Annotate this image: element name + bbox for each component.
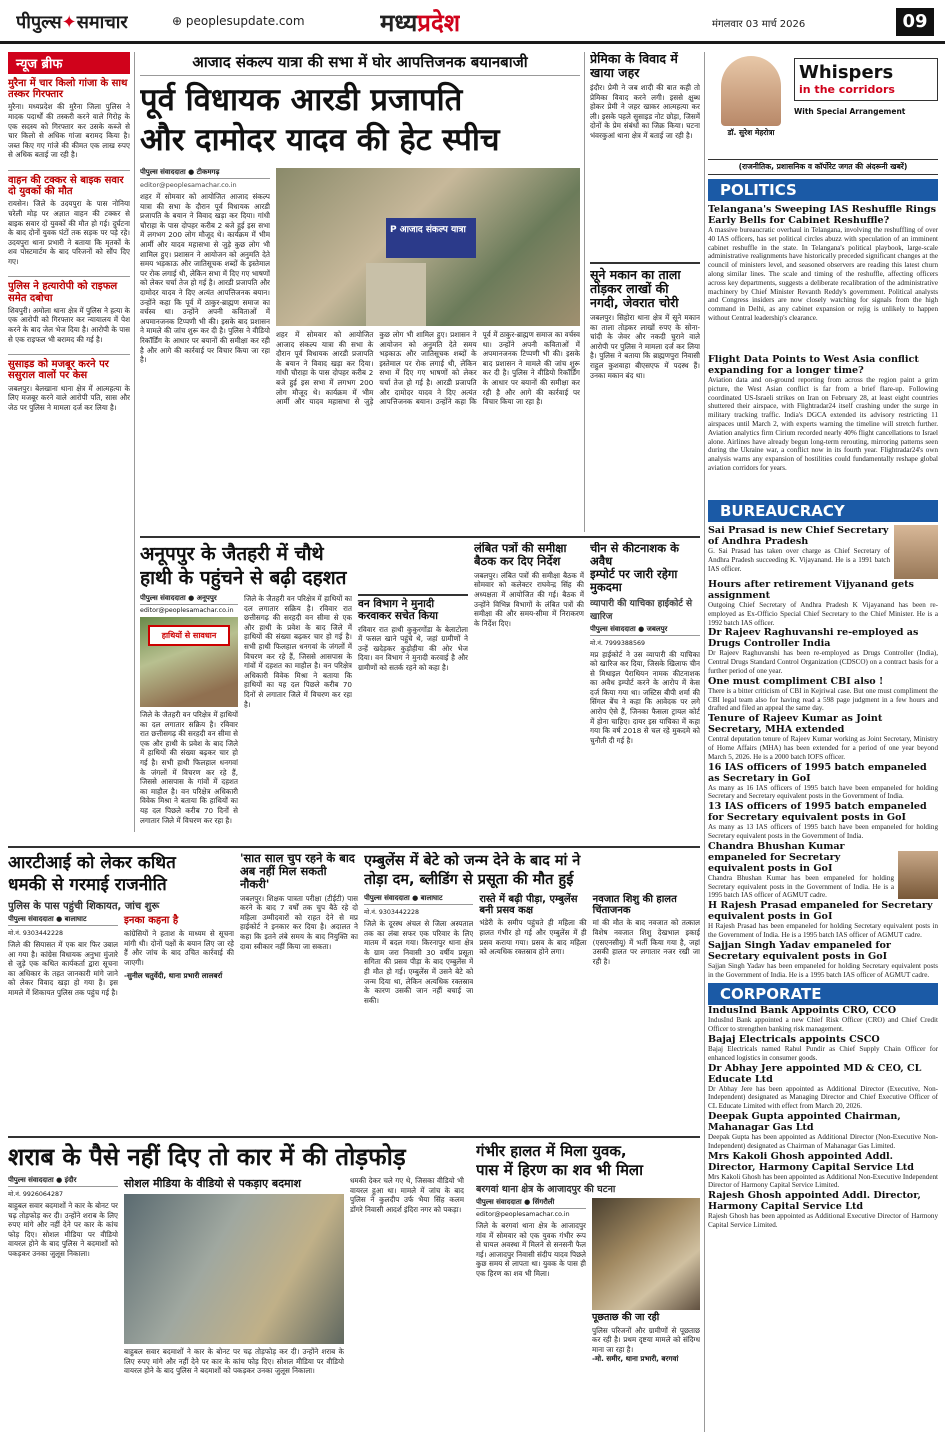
corporate-item: Deepak Gupta appointed Chairman, Mahanagar Gas Ltd Deepak Gupta has been appointed as Additional Director (Non-Executive Non-Independent) designated as Chairman of Mahanagar Gas Limited. (708, 1110, 938, 1150)
lead-photo-banner: P आजाद संकल्प यात्रा (386, 218, 476, 258)
hiran-subhead: बरगवां थाना क्षेत्र के आजादपुर की घटना (476, 1184, 616, 1195)
column-rule (134, 52, 135, 832)
corporate-item: Bajaj Electricals appoints CSCO Bajaj Electricals named Rahul Pundir as Chief Supply Chain Officer for enhanced logistics in consumer goods. (708, 1033, 938, 1062)
rti-headline-1: आरटीआई को लेकर कथित (8, 853, 176, 873)
corporate-item: Rajesh Ghosh appointed Addl. Director, Harmony Capital Service Ltd Rajesh Ghosh has been appointed as Additional Executive Director of Harmony Capital Service Limited. (708, 1190, 938, 1229)
premika-headline: प्रेमिका के विवाद में खाया जहर (590, 52, 678, 80)
whispers-column (708, 52, 938, 1432)
website-url[interactable]: ⊕ peoplesupdate.com (172, 14, 305, 28)
lambit-body: जबलपुर। लंबित पत्रों की समीक्षा बैठक में सोमवार को कलेक्टर राघवेन्द्र सिंह की अध्यक्षता में आयोजित की गई। बैठक में उन्होंने विभिन्न विभागों के लंबित पत्रों की समीक्षा की और समय-सीमा में निराकरण के निर्देश दिए। (474, 570, 584, 628)
sharab-headline: शराब के पैसे नहीं दिए तो कार में की तोड़फोड़ (8, 1143, 406, 1171)
lead-headline-line-1: पूर्व विधायक आरडी प्रजापति (140, 82, 463, 118)
whispers-title: Whispers (799, 62, 894, 83)
quote-head: इनका कहना है (124, 915, 179, 926)
rti-headline-2: धमकी से गरमाई राजनीति (8, 875, 167, 895)
hiran-caption: पूछताछ की जा रही (592, 1312, 660, 1323)
bureaucracy-head: BUREAUCRACY (708, 500, 938, 522)
lambit-story (474, 542, 584, 842)
ambulance-headline-2: तोड़ा दम, ब्लीडिंग से प्रसूता की मौत हुई (364, 872, 574, 888)
globe-icon: ⊕ (172, 14, 186, 28)
ambulance-headline-1: एम्बुलेंस में बेटे को जन्म देने के बाद मां ने (364, 853, 581, 869)
corporate-item: IndusInd Bank Appoints CRO, CCO IndusInd Bank appointed a new Chief Risk Officer (CRO) and Chief Credit Officer to strengthen banking risk management. (708, 1005, 938, 1034)
corporate-item: Mrs Kakoli Ghosh appointed Addl. Director, Harmony Capital Service Ltd Mrs Kakoli Ghosh has been appointed as Additional Non-Executive Independent Director of Harmony Capital Service Limited. (708, 1150, 938, 1190)
section-title: मध्यप्रदेश (380, 9, 461, 37)
rti-quote: कांग्रेसियों ने हताश के माध्यम से सूचना मांगी थी। दोनों पक्षों के बयान लिए जा रहे हैं और जांच के बाद उचित कार्रवाई की जाएगी। (124, 929, 234, 967)
bureaucracy-item: Sajjan Singh Yadav empaneled for Secretary equivalent posts in GoI Sajjan Singh Yadav has been empaneled for holding Secretary equivalent posts in the Government of India. He is a 1995 batch IAS officer of AGMUT cadre. (708, 939, 938, 979)
section-rule (8, 846, 700, 848)
corporate-item: Dr Abhay Jere appointed MD & CEO, CL Educate Ltd Dr Abhay Jere has been appointed as Additional Director (Executive, Non-Independent) designated as Managing Director and Chief Executive Officer of CL Educate Limited with effect from March 20, 2026. (708, 1062, 938, 1111)
bureaucracy-item: Hours after retirement Vijyanand gets assignment Outgoing Chief Secretary of Andhra Pradesh K Vijayanand has been re-employed as Ex-Officio Special Chief Secretary to the Chief Minister. He is a 1992 batch IAS officer. (708, 579, 938, 627)
bureaucracy-item: One must compliment CBI also ! There is a bitter criticism of CBI in Kejriwal case. But one must compliment the CBI legal team also for having read a 598 page judgment in a few hours and drafted and filed an appeal the same day. (708, 675, 938, 713)
hiran-headline-2: पास में हिरण का शव भी मिला (476, 1161, 643, 1179)
sharab-story: शराब के पैसे नहीं दिए तो कार में की तोड़फोड़ पीपुल्स संवाददाता ● इंदौर मो.नं. 9926064287 बाहुबल सवार बदमाशों ने कार के बोनट पर चढ़ तोड़फोड़ कर दी। उन्होंने शराब के लिए रुपए मांगे और नहीं देने पर कार के कांच फोड़ दिए। सोशल मीडिया पर वीडियो वायरल होने के बाद पुलिस ने बदमाशों को पकड़कर उनका जुलूस निकाला। सोशल मीडिया के वीडियो से पकड़ाए बदमाश बाहुबल सवार बदमाशों ने कार के बोनट पर चढ़ तोड़फोड़ कर दी। उन्होंने शराब के लिए रुपए मांगे और नहीं देने पर कार के कांच फोड़ दिए। सोशल मीडिया पर वीडियो वायरल होने के बाद पुलिस ने बदमाशों को पकड़कर उनका जुलूस निकाला। धमकी देकर चले गए थे, जिसका वीडियो भी वायरल हुआ था। मामले में जांच के बाद पुलिस ने कुलदीप उर्फ भैया सिंह कलम डोंगरे निवासी आदर्श इंदिरा नगर को पकड़ा। (8, 1142, 470, 1432)
author-name: डॉ. सुरेश मेहरोत्रा (727, 128, 775, 137)
lead-body-continued: शहर में सोमवार को आयोजित आजाद संकल्प यात्रा की सभा के दौरान पूर्व विधायक आरडी प्रजापति के बयान ने विवाद खड़ा कर दिया। गांधी चौराहा के पास दोपहर करीब 2 बजे हुई इस सभा में लगभग 200 लोग मौजूद थे। कार्यक्रम में भीम आर्मी और यादव महासभा से जुड़े कुछ लोग भी शामिल हुए। प्रशासन ने आयोजन को अनुमति देते समय भड़काऊ और जातिसूचक शब्दों के इस्तेमाल पर रोक लगाई थी, लेकिन सभा में दिए गए भाषणों को लेकर चर्चा तेज हो गई है। आरडी प्रजापति और दामोदर यादव ने दिए अत्यंत आपत्तिजनक बयान। उन्होंने कहा कि पूर्व में ठाकुर-ब्राह्मण समाज का वर्चस्व था। उन्होंने अपनी कविताओं में अपमानजनक टिप्पणी भी की। इसके बाद प्रशासन ने मामले की जांच शुरू कर दी है। पुलिस ने वीडियो रिकॉर्डिंग के आधार पर बयानों की समीक्षा कर रही है और आगे की कार्रवाई पर विचार किया जा रहा है। (276, 330, 580, 407)
politics-item: Flight Data Points to West Asia conflict expanding for a longer time? Aviation data and on-ground reporting from across the region paint a grim picture, the West Asian conflict is far from a brief flare-up. Following coordinated US-Israeli strikes on Iran on February 28, at least eight countries shuttered their airspace, with Flightradar24 itself crashing under the surge in military tracking traffic. India's DGCA extended its advisory restricting 11 airspaces until March 2, with experts warning the timeline will stretch further. Aviation analytics firm Cirium recorded nearly 40% flight cancellations to Israel alone. Airlines have already begun long-term rerouting, mirroring patterns seen during the Ukraine war, a conflict now in its fourth year. Flightradar24's own analysis warns any expansion of hostilities could fundamentally reshape global aviation corridors for years. (708, 354, 938, 472)
sharab-photo (124, 1194, 344, 1344)
section-rule (140, 536, 700, 538)
side-column-stories (590, 52, 700, 532)
anuppur-email[interactable]: editor@peoplesamachar.co.in (140, 607, 234, 614)
anuppur-body: जिले के जैतहरी वन परिक्षेत्र में हाथियों का दल लगातार सक्रिय है। रविवार रात छत्तीसगढ़ की सरहदी वन सीमा से एक और हाथी के प्रवेश के बाद जिले में हाथियों की संख्या बढ़कर चार हो गई है। सभी हाथी फिलहाल धनगवां के जंगलों में विचरण कर रहे हैं, जिससे आसपास के गांवों में दहशत का माहौल है। वन परिक्षेत्र अधिकारी विवेक मिश्रा ने बताया कि हाथियों का यह दल पिछले करीब 70 दिनों से लगातार जिले में विचरण कर रहा है। (244, 594, 352, 709)
saat-story (240, 852, 358, 1132)
sharab-body: बाहुबल सवार बदमाशों ने कार के बोनट पर चढ़ तोड़फोड़ कर दी। उन्होंने शराब के लिए रुपए मांगे और नहीं देने पर कार के कांच फोड़ दिए। सोशल मीडिया पर वीडियो वायरल होने के बाद पुलिस ने बदमाशों को पकड़कर उनका जुलूस निकाला। (8, 1201, 118, 1258)
column-rule (704, 52, 705, 1432)
ambulance-body: जिले के दूरस्थ अंचल से जिला अस्पताल तक का लंबा सफर एक परिवार के लिए मातम में बदल गया। किरनापुर थाना क्षेत्र के ग्राम जरा निवासी 30 वर्षीय प्रसूता सगिता की प्रसव पीड़ा के बाद एम्बुलेंस में ही मौत हो गई। एम्बुलेंस में उसने बेटे को जन्म दिया था, लेकिन अत्यधिक रक्तस्राव के कारण उसकी जान नहीं बचाई जा सकी। (364, 919, 474, 1005)
ambulance-story: एम्बुलेंस में बेटे को जन्म देने के बाद मां ने तोड़ा दम, ब्लीडिंग से प्रसूता की मौत हुई पीपुल्स संवाददाता ● बालाघाट मो.नं. 9303442228 जिले के दूरस्थ अंचल से जिला अस्पताल तक का लंबा सफर एक परिवार के लिए मातम में बदल गया। किरनापुर थाना क्षेत्र के ग्राम जरा निवासी 30 वर्षीय प्रसूता सगिता की प्रसव पीड़ा के बाद एम्बुलेंस में ही मौत हो गई। एम्बुलेंस में उसने बेटे को जन्म दिया था, लेकिन अत्यधिक रक्तस्राव के कारण उसकी जान नहीं बचाई जा सकी। रास्ते में बढ़ी पीड़ा, एम्बुलेंस बनी प्रसव कक्ष भंडेरी के समीप पहुंचते ही महिला की हालत गंभीर हो गई और एम्बुलेंस में ही प्रसव कराया गया। प्रसव के बाद महिला को अत्यधिक रक्तस्राव होने लगा। नवजात शिशु की हालत चिंताजनक मां की मौत के बाद नवजात को तत्काल विशेष नवजात शिशु देखभाल इकाई (एसएनसीयू) में भर्ती किया गया है, जहां उसकी हालत पर लगातार नजर रखी जा रही है। (364, 852, 700, 1132)
anuppur-photo (140, 617, 238, 707)
anuppur-headline-1: अनूपपुर के जैतहरी में चौथे (140, 543, 324, 565)
lead-email[interactable]: editor@peoplesamachar.co.in (140, 181, 237, 189)
china-headline-1: चीन से कीटनाशक के अवैध (590, 542, 679, 568)
brief-item: सुसाइड को मजबूर करने पर ससुराल वालों पर केस जबलपुर। बेलखाना थाना क्षेत्र में आत्महत्या के लिए मजबूर करने वाले आरोपी पति, सास और जेठ पर पुलिस ने मामला दर्ज कर लिया है। (8, 354, 130, 412)
warning-sign: हाथियों से सावधान (148, 625, 230, 646)
anuppur-subhead: वन विभाग ने मुनादी करवाकर सचेत किया (358, 594, 468, 623)
sune-body: जबलपुर। सिहोरा थाना क्षेत्र में सूने मकान का ताला तोड़कर लाखों रुपए के सोना-चांदी के जेवर और नकदी चुराने वाले आरोपी पर पुलिस ने मामला दर्ज कर लिया है। पुलिस ने बताया कि ब्राह्मणपुरा निवासी राहुल कुशवाहा बीएसएफ में पदस्थ हैं। उनका मकान बंद था। (590, 313, 700, 380)
author-photo (721, 56, 781, 126)
sune-headline: सूने मकान का ताला तोड़कर लाखों की नगदी, जेवरात चोरी (590, 267, 681, 310)
hiran-story: गंभीर हालत में मिला युवक, पास में हिरण का शव भी मिला बरगवां थाना क्षेत्र के आजादपुर की घटना पीपुल्स संवाददाता ● सिंगरौली editor@peoplesamachar.co.in जिले के बरगवां थाना क्षेत्र के आजादपुर गांव में सोमवार को एक युवक गंभीर रूप से घायल अवस्था में मिलने से सनसनी फैल गई। आजादपुर निवासी संदीप यादव पिछले कुछ समय से लापता था। युवक के पास ही एक हिरण का शव भी मिला। पूछताछ की जा रही पुलिस परिजनों और ग्रामीणों से पूछताछ कर रही है। प्रथम दृष्टया मामले को संदिग्ध माना जा रहा है। -मो. समीर, थाना प्रभारी, बरगवां (476, 1142, 700, 1432)
news-brief-tag: न्यूज ब्रीफ (8, 52, 130, 74)
brief-item: पुलिस ने हत्यारोपी को राइफल समेत दबोचा शिवपुरी। अमोला थाना क्षेत्र में पुलिस ने हत्या के एक आरोपी को गिरफ्तार कर न्यायालय में पेश करने के बाद जेल भेज दिया है। आरोपी के पास से एक राइफल भी बरामद की गई है। (8, 276, 130, 344)
corporate-head: CORPORATE (708, 983, 938, 1005)
politics-item: Telangana's Sweeping IAS Reshuffle Rings Early Bells for Cabinet Reshuffle? A massive bureaucratic overhaul in Telangana, involving the reshuffling of over 40 IAS officers, has set political circles abuzz with speculation of an imminent cabinet reshuffle in the state. In Telangana's political playbook, large-scale administrative realignments have historically preceded significant changes at the council of ministers level, and seasoned observers are reading this latest churn along similar lines. The scale and timing of the reshuffle, affecting officers across key departments, suggests a deliberate recalibration of the administrative machinery by Chief Minister Revanth Reddy's government. Political analysts and Congress insiders are now closely watching for signals from the high command in Delhi, as any cabinet expansion or rejig is unlikely to happen without Central leadership's clearance. (708, 204, 938, 322)
bureaucracy-item: Tenure of Rajeev Kumar as Joint Secretary, MHA extended Central deputation tenure of Rajeev Kumar working as Joint Secretary, Ministry of Home Affairs (MHA) has been extended for a period of one year beyond March 5, 2026. He is a 2000 batch IOFS officer. (708, 713, 938, 761)
column-rule (584, 52, 585, 532)
ambulance-sub2: नवजात शिशु की हालत चिंताजनक (592, 894, 677, 917)
lead-headline-line-2: और दामोदर यादव की हेट स्पीच (140, 122, 500, 158)
rti-subhead: पुलिस के पास पहुंची शिकायत, जांच शुरू (8, 901, 160, 912)
sharab-subhead: सोशल मीडिया के वीडियो से पकड़ाए बदमाश (124, 1177, 301, 1190)
hiran-body: जिले के बरगवां थाना क्षेत्र के आजादपुर गांव में सोमवार को एक युवक गंभीर रूप से घायल अवस्था में मिलने से सनसनी फैल गई। आजादपुर निवासी संदीप यादव पिछले कुछ समय से लापता था। युवक के पास ही एक हिरण का शव भी मिला। (476, 1221, 586, 1278)
official-photo (898, 851, 938, 899)
rti-quote-sign: -सुनील चतुर्वेदी, थाना प्रभारी लालबर्रा (124, 970, 223, 980)
china-body: मप्र हाईकोर्ट ने उस व्यापारी की याचिका को खारिज कर दिया, जिसके खिलाफ चीन से मिथाइल पैराथियन नामक कीटनाशक का अवैध इम्पोर्ट करने के आरोप में केस दर्ज किया गया था। जस्टिस बीपी शर्मा की सिंगल बेंच ने कहा कि आवेदक पर लगे आरोप ऐसे हैं, जिनका फैसला ट्रायल कोर्ट में होना चाहिए। दायर इस याचिका में कहा गया कि वर्ष 2018 से चल रहे मुकदमे को चुनौती दी गई है। (590, 649, 700, 745)
bureaucracy-item: Dr Rajeev Raghuvanshi re-employed as Drugs Controller India Dr Rajeev Raghuvanshi has been re-employed as Drugs Controller (India), Central Drugs Standard Control Organization (CDSCO) on a contract basis for a further period of one year. (708, 627, 938, 675)
page-number: 09 (896, 8, 934, 36)
masthead: पीपुल्स✦समाचार (16, 12, 128, 33)
rti-body: जिले की सियासत में एक बार फिर उबाल आ गया है। कांग्रेस विधायक अनुभा मुंजारे से जुड़े एक कथित कार्यकर्ता द्वारा सूचना का अधिकार के तहत जानकारी मांगे जाने को लेकर विवाद खड़ा हो गया है। इस मामले में शिकायत पुलिस तक पहुंच गई है। (8, 940, 118, 997)
premika-body: इंदौर। प्रेमी ने जब शादी की बात कही तो प्रेमिका विवाद करने लगी। इससे क्षुब्ध होकर प्रेमी ने जहर खाकर आत्महत्या कर ली। इसके पहले सुसाइड नोट छोड़ा, जिसमें दोनों के प्रेम संबंधों का जिक्र किया। घटना भंवरकुआं थाना क्षेत्र में बताई जा रही है। (590, 83, 700, 140)
brief-item: मुरैना में चार किलो गांजा के साथ तस्कर गिरफ्तार मुरैना। मध्यप्रदेश की मुरैना जिला पुलिस ने मादक पदार्थों की तस्करी करने वाले गिरोह के एक सदस्य को गिरफ्तार कर उसके कब्जे से चार किलो से अधिक गांजा बरामद किया है। जब्त किए गए गांजे की कीमत एक लाख रुपए से अधिक बताई जा रही है। (8, 78, 130, 160)
ambulance-sub1: रास्ते में बढ़ी पीड़ा, एम्बुलेंस बनी प्रसव कक्ष (479, 894, 578, 917)
china-story: चीन से कीटनाशक के अवैध इम्पोर्ट पर जारी रहेगा मुकदमा व्यापारी की याचिका हाईकोर्ट से खारिज पीपुल्स संवाददाता ● जबलपुर मो.नं. 7999388569 मप्र हाईकोर्ट ने उस व्यापारी की याचिका को खारिज कर दिया, जिसके खिलाफ चीन से मिथाइल पैराथियन नामक कीटनाशक का अवैध इम्पोर्ट करने के आरोप में केस दर्ज किया गया था। जस्टिस बीपी शर्मा की सिंगल बेंच ने कहा कि आवेदक पर लगे आरोप ऐसे हैं, जिनका फैसला ट्रायल कोर्ट में होना चाहिए। दायर इस याचिका में कहा गया कि वर्ष 2018 से चल रहे मुकदमे को चुनौती दी गई है। (590, 542, 700, 842)
deer-photo (592, 1198, 700, 1310)
politics-head: POLITICS (708, 179, 938, 201)
brief-item: वाहन की टक्कर से बाइक सवार दो युवकों की मौत रायसेन। जिले के उदयपुरा के पास नोनिया चरेली मोड़ पर अज्ञात वाहन की टक्कर से बाइक सवार दो युवकों की मौत हो गई। दुर्घटना के बाद दोनों युवक घंटों तक सड़क पर पड़े रहे। उदयपुरा थाना प्रभारी ने बताया कि मृतकों के शव पोस्टमार्टम के बाद परिजनों को सौंप दिए गए। (8, 170, 130, 267)
podium (366, 263, 426, 326)
page-header (0, 0, 945, 44)
whispers-desc: (राजनीतिक, प्रशासनिक व कॉर्पोरेट जगत की अंदरूनी खबरें) (708, 160, 938, 175)
lambit-headline: लंबित पत्रों की समीक्षा बैठक कर दिए निर्देश (474, 542, 567, 568)
bureaucracy-item: H Rajesh Prasad empaneled for Secretary equivalent posts in GoI H Rajesh Prasad has been empaneled for holding Secretary equivalent posts in the Government of India. He is a 1995 batch IAS officer of AGMUT cadre. (708, 900, 938, 939)
china-headline-2: इम्पोर्ट पर जारी रहेगा मुकदमा (590, 566, 678, 594)
whispers-subtitle: in the corridors (799, 83, 895, 96)
lead-body: शहर में सोमवार को आयोजित आजाद संकल्प यात्रा की सभा के दौरान पूर्व विधायक आरडी प्रजापति के बयान ने विवाद खड़ा कर दिया। गांधी चौराहा के पास दोपहर करीब 2 बजे हुई इस सभा में लगभग 200 लोग मौजूद थे। कार्यक्रम में भीम आर्मी और यादव महासभा से जुड़े कुछ लोग भी शामिल हुए। प्रशासन ने आयोजन को अनुमति देते समय भड़काऊ और जातिसूचक शब्दों के इस्तेमाल पर रोक लगाई थी, लेकिन सभा में दिए गए भाषणों को लेकर चर्चा तेज हो गई है। आरडी प्रजापति और दामोदर यादव ने दिए अत्यंत आपत्तिजनक बयान। उन्होंने कहा कि पूर्व में ठाकुर-ब्राह्मण समाज का वर्चस्व था। उन्होंने अपनी कविताओं में अपमानजनक टिप्पणी भी की। इसके बाद प्रशासन ने मामले की जांच शुरू कर दी है। पुलिस ने वीडियो रिकॉर्डिंग के आधार पर बयानों की समीक्षा कर रही है और आगे की कार्रवाई पर विचार किया जा रहा है। (140, 192, 270, 365)
lead-photo (276, 168, 580, 326)
whispers-masthead (708, 52, 938, 160)
issue-date: मंगलवार 03 मार्च 2026 (712, 19, 806, 30)
saat-headline: 'सात साल चुप रहने के बाद अब नहीं मिल सकती नौकरी' (240, 852, 355, 891)
hiran-headline-1: गंभीर हालत में मिला युवक, (476, 1142, 627, 1160)
bureaucracy-item: 16 IAS officers of 1995 batch empaneled as Secretary in GoI As many as 16 IAS officers of 1995 batch have been empaneled for holding Secretary and Secretary equivalent posts in the Government of India. (708, 761, 938, 801)
arrangement-note: With Special Arrangement (794, 107, 906, 116)
rti-story: आरटीआई को लेकर कथित धमकी से गरमाई राजनीति पुलिस के पास पहुंची शिकायत, जांच शुरू पीपुल्स संवाददाता ● बालाघाट मो.नं. 9303442228 जिले की सियासत में एक बार फिर उबाल आ गया है। कांग्रेस विधायक अनुभा मुंजारे से जुड़े एक कथित कार्यकर्ता द्वारा सूचना का अधिकार के तहत जानकारी मांगे जाने को लेकर विवाद खड़ा हो गया है। इस मामले में शिकायत पुलिस तक पहुंच गई है। इनका कहना है कांग्रेसियों ने हताश के माध्यम से सूचना मांगी थी। दोनों पक्षों के बयान लिए जा रहे हैं और जांच के बाद उचित कार्रवाई की जाएगी। -सुनील चतुर्वेदी, थाना प्रभारी लालबर्रा (8, 852, 234, 1132)
anuppur-story: अनूपपुर के जैतहरी में चौथे हाथी के पहुंचने से बढ़ी दहशत पीपुल्स संवाददाता ● अनूपपुर editor@peoplesamachar.co.in हाथियों से सावधान जिले के जैतहरी वन परिक्षेत्र में हाथियों का दल लगातार सक्रिय है। रविवार रात छत्तीसगढ़ की सरहदी वन सीमा से एक और हाथी के प्रवेश के बाद जिले में हाथियों की संख्या बढ़कर चार हो गई है। सभी हाथी फिलहाल धनगवां के जंगलों में विचरण कर रहे हैं, जिससे आसपास के गांवों में दहशत का माहौल है। वन परिक्षेत्र अधिकारी विवेक मिश्रा ने बताया कि हाथियों का यह दल पिछले करीब 70 दिनों से लगातार जिले में विचरण कर रहा है। जिले के जैतहरी वन परिक्षेत्र में हाथियों का दल लगातार सक्रिय है। रविवार रात छत्तीसगढ़ की सरहदी वन सीमा से एक और हाथी के प्रवेश के बाद जिले में हाथियों की संख्या बढ़कर चार हो गई है। सभी हाथी फिलहाल धनगवां के जंगलों में विचरण कर रहे हैं, जिससे आसपास के गांवों में दहशत का माहौल है। वन परिक्षेत्र अधिकारी विवेक मिश्रा ने बताया कि हाथियों का यह दल पिछले करीब 70 दिनों से लगातार जिले में विचरण कर रहा है। वन विभाग ने मुनादी करवाकर सचेत किया रविवार रात हाथी कुकुरगोंडा के बेलाटोला में फसल खाने पहुंचे थे, जहां ग्रामीणों ने उन्हें खदेड़कर कुड़ोहीया की ओर भेज दिया। वन विभाग ने मुनादी करवाई है और ग्रामीणों को सतर्क रहने को कहा है। (140, 542, 468, 842)
china-subhead: व्यापारी की याचिका हाईकोर्ट से खारिज (590, 598, 693, 622)
official-photo (894, 525, 938, 579)
bureaucracy-item: Sai Prasad is new Chief Secretary of Andhra Pradesh G. Sai Prasad has taken over charge as Chief Secretary of Andhra Pradesh succeeding K. Vijayanand. He is a 1991 batch IAS officer. (708, 525, 938, 579)
lead-kicker: आजाद संकल्प यात्रा की सभा में घोर आपत्तिजनक बयानबाजी (140, 52, 580, 76)
section-rule (8, 1136, 700, 1138)
saat-body: जबलपुर। शिक्षक पात्रता परीक्षा (टीईटी) पास करने के बाद 7 वर्षों तक चुप बैठे रहे दो महिला उम्मीदवारों को राहत देने से मप्र हाईकोर्ट ने इनकार कर दिया है। अदालत ने कहा कि इतने लंबे समय के बाद नियुक्ति का दावा स्वीकार नहीं किया जा सकता। (240, 893, 358, 951)
lead-story (140, 52, 580, 532)
lead-byline: पीपुल्स संवाददाता ● टीकमगढ़ (140, 168, 270, 179)
bureaucracy-item: 13 IAS officers of 1995 batch empaneled for Secretary equivalent posts in GoI As many as 13 IAS officers of 1995 batch have been empaneled for holding Secretary equivalent posts in the Government of India. (708, 801, 938, 840)
anuppur-byline: पीपुल्स संवाददाता ● अनूपपुर (140, 594, 238, 605)
bureaucracy-item: Chandra Bhushan Kumar empaneled for Secretary equivalent posts in GoI Chandra Bhushan Kumar has been empaneled for holding Secretary equivalent posts in the Government of India. He is a 1995 batch IAS officer of AGMUT cadre. (708, 841, 938, 900)
anuppur-headline-2: हाथी के पहुंचने से बढ़ी दहशत (140, 567, 347, 589)
